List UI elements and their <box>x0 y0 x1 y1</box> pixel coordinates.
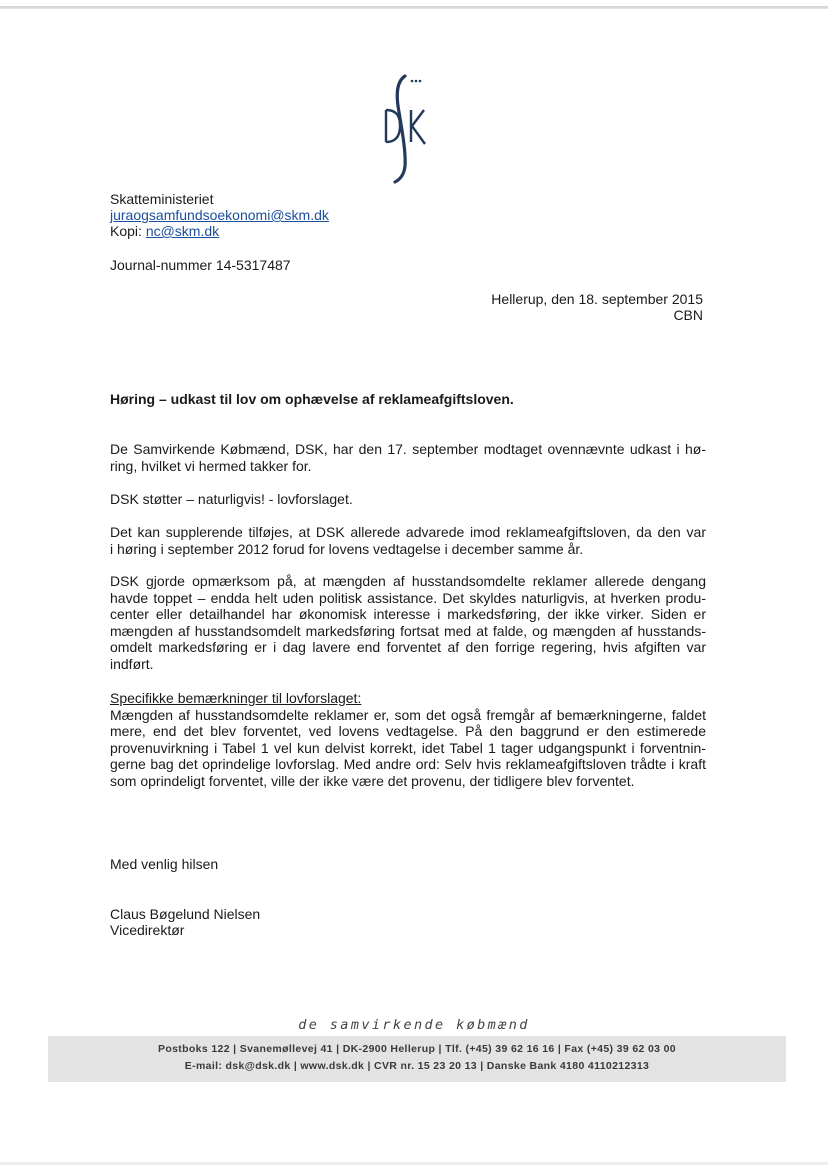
paragraph-line: i høring i september 2012 forud for lovens vedtagelse i december samme år. <box>110 540 584 557</box>
signature-title: Vicedirektør <box>110 922 185 938</box>
paragraph-4 <box>110 573 706 673</box>
footer-band <box>48 1036 786 1082</box>
footer-address: Postboks 122 | Svanemøllevej 41 | DK-2900 Hellerup | Tlf. (+45) 39 62 16 16 | Fax (+45) 39 62 03 00 <box>158 1043 676 1055</box>
paragraph-line: omdelt markedsføring er i dag lavere end forventet af den forrige regering, hvis afgiften var <box>110 639 706 656</box>
copy-label: Kopi: <box>110 223 142 239</box>
paragraph-line: ring, hvilket vi hermed takker for. <box>110 457 312 474</box>
recipient-name: Skatteministeriet <box>110 191 214 207</box>
journal-number: Journal-nummer 14-5317487 <box>110 257 291 273</box>
recipient-email-link[interactable]: juraogsamfundsoekonomi@skm.dk <box>110 207 329 223</box>
dsk-logo-icon <box>372 72 442 187</box>
copy-email-link[interactable]: nc@skm.dk <box>145 223 220 239</box>
paragraph-line: provenuvirkning i Tabel 1 vel kun delvist korrekt, idet Tabel 1 tager udgangspunkt i forventnin- <box>110 739 706 756</box>
initials: CBN <box>673 307 703 323</box>
paragraph-line: mere, end det blev forventet, ved lovens vedtagelse. På den baggrund er den estimerede <box>110 723 706 740</box>
footer-brand: de samvirkende købmænd <box>298 1017 530 1033</box>
subject-heading: Høring – udkast til lov om ophævelse af reklameafgiftsloven. <box>110 391 514 407</box>
paragraph-line: indført. <box>110 655 154 672</box>
remarks-heading: Specifikke bemærkninger til lovforslaget: <box>110 690 362 706</box>
recipient-email-line <box>110 207 329 224</box>
paragraph-5 <box>110 690 706 790</box>
paragraph-line: gerne bag det oprindelige lovforslag. Med andre ord: Selv hvis reklameafgiftsloven trådte i kraft <box>110 756 706 773</box>
closing: Med venlig hilsen <box>110 856 219 872</box>
paragraph-3 <box>110 524 706 557</box>
paragraph-line: DSK gjorde opmærksom på, at mængden af husstandsomdelte reklamer allerede dengang <box>110 573 706 589</box>
paragraph-line: havde toppet – endda helt uden politisk assistance. Det skyldes naturligvis, at hverken produ- <box>110 589 706 606</box>
footer-contact: E-mail: dsk@dsk.dk | www.dsk.dk | CVR nr. 15 23 20 13 | Danske Bank 4180 4110212313 <box>184 1060 650 1072</box>
paragraph-line: center eller detailhandel har økonomisk interesse i markedsføring, der ikke virker. Siden er <box>110 606 706 623</box>
paragraph-2 <box>110 491 706 508</box>
copy-line <box>110 223 219 240</box>
place-date: Hellerup, den 18. september 2015 <box>491 291 703 307</box>
paragraph-line: som oprindeligt forventet, ville der ikke være det provenu, der tidligere blev forventet. <box>110 772 635 789</box>
paragraph-line: Det kan supplerende tilføjes, at DSK allerede advarede imod reklameafgiftsloven, da den var <box>110 524 706 540</box>
paragraph-line: DSK støtter – naturligvis! - lovforslaget. <box>110 491 353 507</box>
signature-name: Claus Bøgelund Nielsen <box>110 906 261 922</box>
paragraph-line: Mængden af husstandsomdelte reklamer er, som det også fremgår af bemærkningerne, faldet <box>110 706 706 723</box>
top-rule <box>0 6 828 9</box>
paragraph-line: mængden af husstandsomdelt markedsføring fortsat med at falde, og mængden af husstands- <box>110 622 706 639</box>
bottom-rule <box>0 1162 828 1165</box>
paragraph-line: De Samvirkende Købmænd, DSK, har den 17. september modtaget ovennævnte udkast i hø- <box>110 441 706 457</box>
paragraph-1 <box>110 441 706 474</box>
